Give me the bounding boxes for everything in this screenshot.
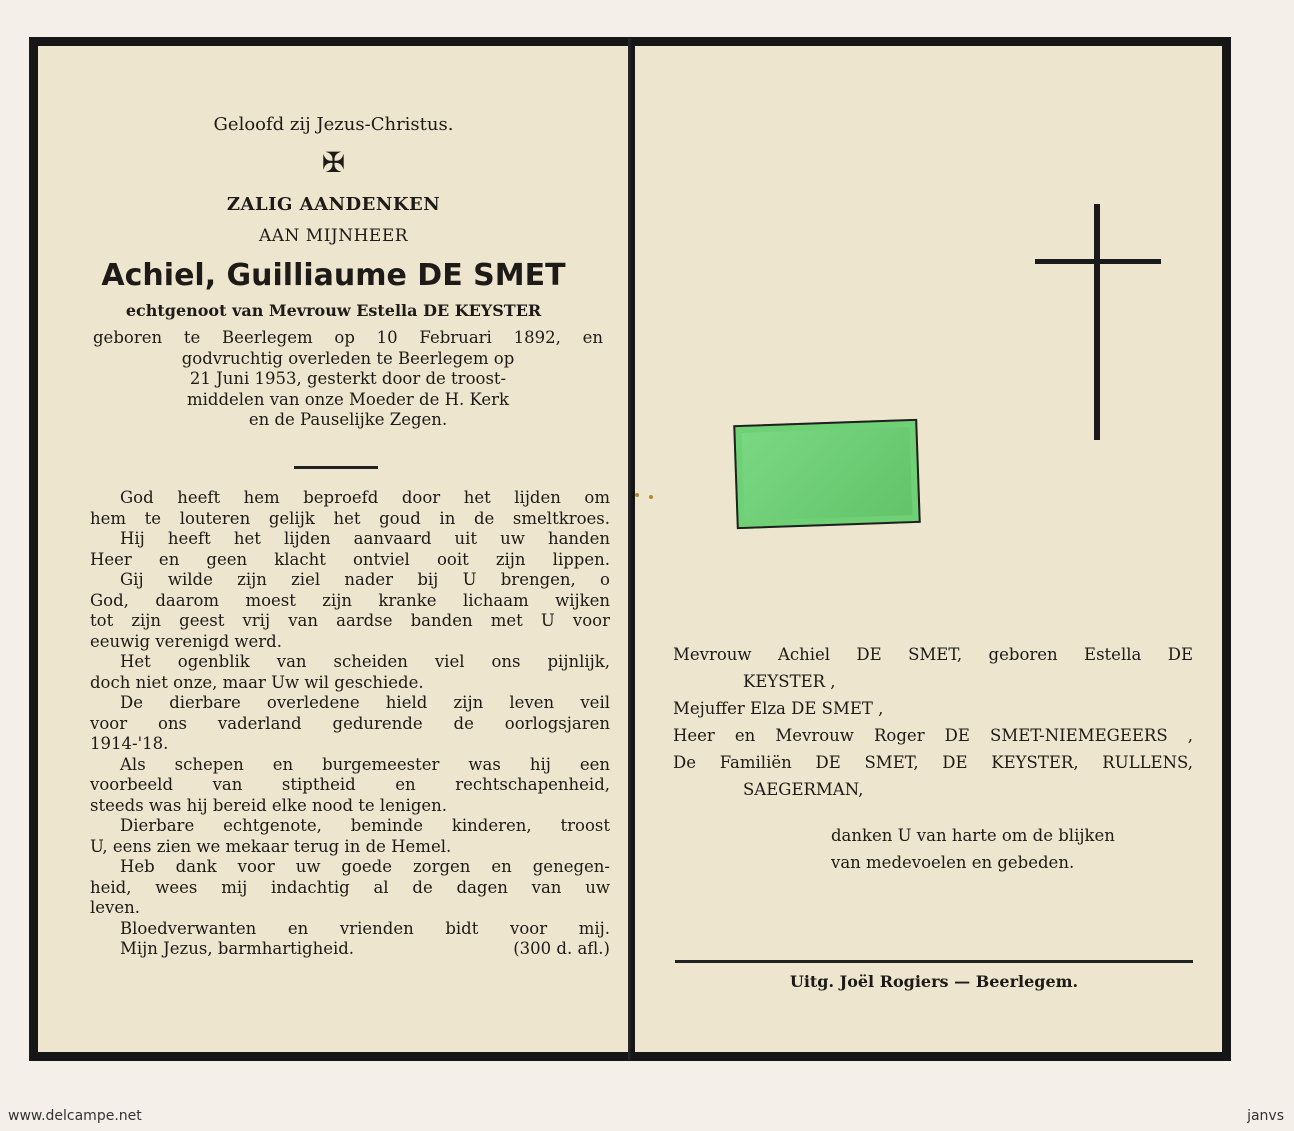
poem-line: Heer en geen klacht ontviel ooit zijn lippen. — [90, 549, 610, 569]
poem-line: De dierbare overledene hield zijn leven veil — [120, 693, 610, 712]
poem-line: God heeft hem beproefd door het lijden om — [120, 488, 610, 507]
poem-text — [90, 488, 610, 960]
divider — [294, 466, 378, 469]
indulgence: (300 d. afl.) — [513, 939, 610, 958]
intro-line: 21 Juni 1953, gesterkt door de troost- — [189, 369, 507, 388]
prayer: Mijn Jezus, barmhartigheid. — [120, 939, 355, 958]
heading: ZALIG AANDENKEN — [226, 194, 441, 215]
pin-mark — [649, 495, 653, 499]
thanks-line: danken U van harte om de blijken — [831, 826, 1115, 845]
poem-line: Dierbare echtgenote, beminde kinderen, troost — [120, 816, 610, 835]
pin-marks — [633, 491, 663, 501]
poem-line: heid, wees mij indachtig al de dagen van uw — [90, 877, 610, 897]
poem-line: Het ogenblik van scheiden viel ons pijnlijk, — [120, 652, 610, 671]
poem-line: doch niet onze, maar Uw wil geschiede. — [90, 672, 424, 692]
intro-line: godvruchtig overleden te Beerlegem op — [181, 348, 515, 368]
right-panel — [632, 38, 1230, 1060]
family-line: Mevrouw Achiel DE SMET, geboren Estella DE — [673, 645, 1193, 664]
closing-line — [90, 939, 610, 960]
maltese-cross-icon: ✠ — [321, 146, 346, 179]
spouse-line: echtgenoot van Mevrouw Estella DE KEYSTER — [125, 301, 542, 320]
poem-line: steeds was hij bereid elke nood te lenigen. — [90, 795, 448, 815]
family-line: Heer en Mevrouw Roger DE SMET-NIEMEGEERS , — [673, 726, 1193, 745]
poem-line: hem te louteren gelijk het goud in de smeltkroes. — [90, 508, 610, 528]
poem-line: voor ons vaderland gedurende de oorlogsjaren — [90, 713, 610, 733]
thanks-text — [831, 822, 1193, 876]
family-line: KEYSTER , — [743, 672, 836, 691]
poem-line: Hij heeft het lijden aanvaard uit uw handen — [120, 529, 610, 548]
poem-line: voorbeeld van stiptheid en rechtschapenheid, — [90, 775, 610, 794]
divider — [675, 960, 1193, 963]
subheading: AAN MIJNHEER — [258, 226, 409, 246]
watermark-left: www.delcampe.net — [8, 1108, 142, 1124]
poem-line: eeuwig verenigd werd. — [90, 631, 282, 651]
cross-icon — [1035, 204, 1161, 440]
thanks-line: van medevoelen en gebeden. — [831, 853, 1075, 872]
watermark-right: janvs — [1247, 1108, 1284, 1124]
poem-line: Bloedverwanten en vrienden bidt voor mij. — [120, 918, 610, 938]
left-panel — [30, 38, 632, 1060]
deceased-name: Achiel, Guilliaume DE SMET — [101, 258, 566, 293]
green-stamp — [733, 419, 921, 529]
printer-credit: Uitg. Joël Rogiers — Beerlegem. — [789, 972, 1079, 991]
motto: Geloofd zij Jezus-Christus. — [213, 114, 454, 135]
poem-line: Gij wilde zijn ziel nader bij U brengen, o — [120, 570, 610, 589]
poem-line: U, eens zien we mekaar terug in de Hemel. — [90, 836, 452, 856]
poem-line: Als schepen en burgemeester was hij een — [120, 754, 610, 774]
memorial-card — [30, 38, 1230, 1060]
intro-line: en de Pauselijke Zegen. — [248, 410, 448, 429]
family-line: De Familiën DE SMET, DE KEYSTER, RULLENS, — [673, 753, 1193, 772]
poem-line: God, daarom moest zijn kranke lichaam wijken — [90, 590, 610, 610]
family-line: Mejuffer Elza DE SMET , — [673, 699, 884, 718]
intro-line: geboren te Beerlegem op 10 Februari 1892, en — [93, 328, 603, 347]
family-list — [673, 641, 1193, 803]
poem-line: tot zijn geest vrij van aardse banden met U voor — [90, 611, 610, 630]
intro-text — [93, 328, 603, 431]
poem-line: 1914-'18. — [90, 734, 169, 753]
pin-mark — [635, 493, 639, 497]
family-line: SAEGERMAN, — [743, 780, 864, 799]
poem-line: Heb dank voor uw goede zorgen en genegen- — [120, 857, 610, 876]
poem-line: leven. — [90, 898, 140, 917]
intro-line: middelen van onze Moeder de H. Kerk — [186, 389, 510, 409]
